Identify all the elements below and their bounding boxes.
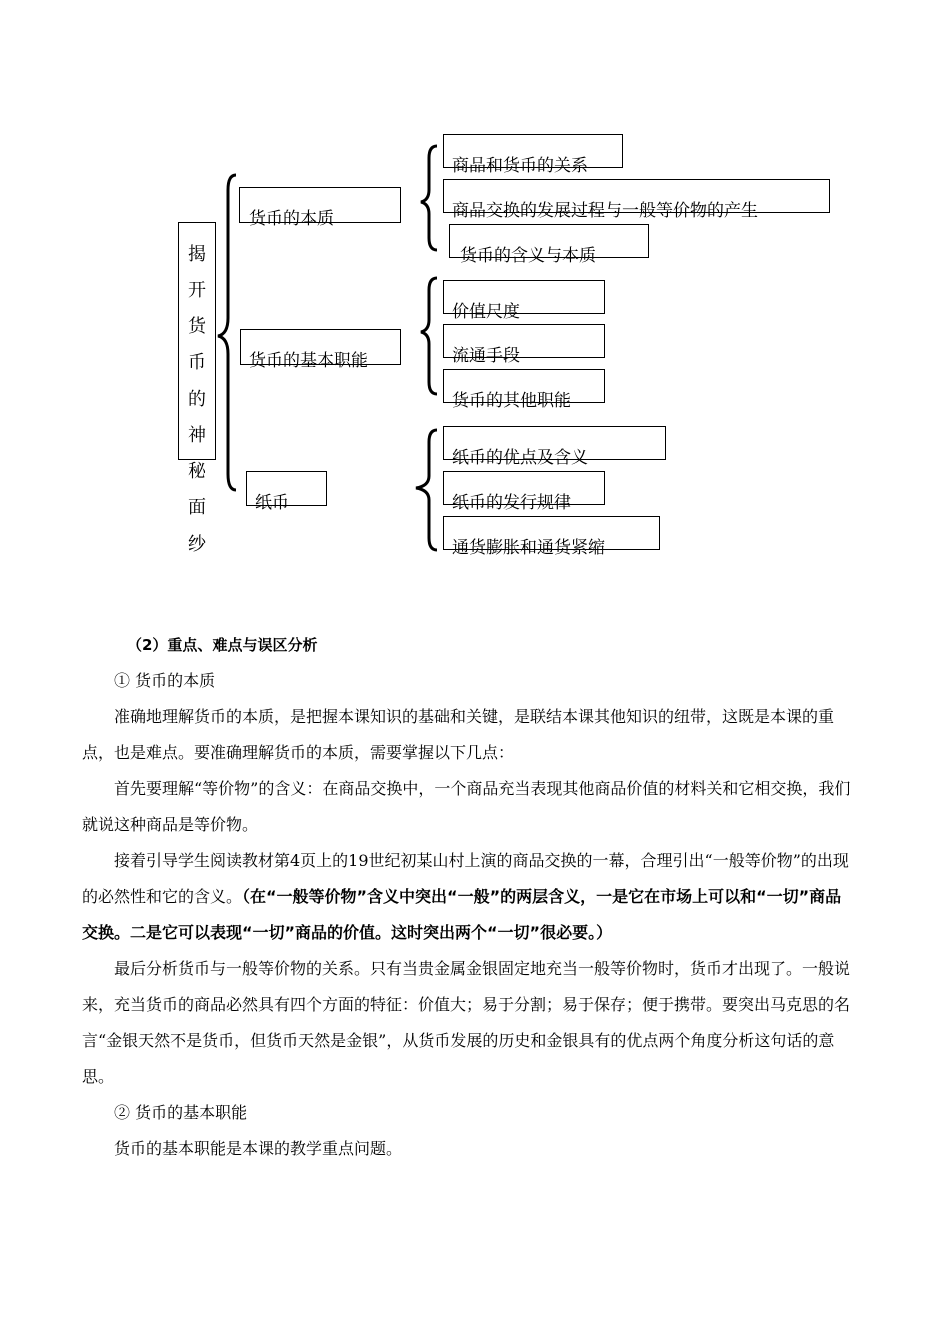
root-char: 秘 <box>188 461 206 482</box>
paragraph: 货币的基本职能是本课的教学重点问题。 <box>114 1139 403 1158</box>
root-char: 货 <box>188 316 206 337</box>
section-heading: （2）重点、难点与误区分析 <box>127 636 318 654</box>
paragraph: 最后分析货币与一般等价物的关系。只有当贵金属金银固定地充当一般等价物时，货币才出现了。一般说来，充当货币的商品必然具有四个方面的特征：价值大；易于分割；易于保存；便于携带。要突出马克思的名言“金银天然不是货币，但货币天然是金银”，从货币发展的历史和金银具有的优点两个角度分析这句话的意思。 <box>82 959 851 1086</box>
leaf-label: 货币的其他职能 <box>452 391 571 411</box>
leaf-label: 纸币的发行规律 <box>452 493 571 513</box>
leaf-label: 商品和货币的关系 <box>452 156 588 176</box>
leaf-label: 价值尺度 <box>452 302 520 322</box>
paragraph: 首先要理解“等价物”的含义：在商品交换中，一个商品充当表现其他商品价值的材料关和它相交换，我们就说这种商品是等价物。 <box>82 779 851 834</box>
leaf-label: 货币的含义与本质 <box>460 246 596 266</box>
root-char: 面 <box>188 497 206 518</box>
root-char: 的 <box>188 389 206 410</box>
paragraph: 准确地理解货币的本质，是把握本课知识的基础和关键，是联结本课其他知识的纽带，这既是本课的重点，也是难点。要准确理解货币的本质，需要掌握以下几点： <box>82 707 835 762</box>
subheading-functions: ② 货币的基本职能 <box>114 1103 248 1122</box>
paragraph <box>82 843 852 951</box>
root-char: 币 <box>188 352 206 373</box>
root-char: 揭 <box>188 244 206 265</box>
subheading-essence: ① 货币的本质 <box>114 671 216 690</box>
leaf-label: 商品交换的发展过程与一般等价物的产生 <box>452 201 758 221</box>
leaf-label: 流通手段 <box>452 346 520 366</box>
root-char: 开 <box>188 280 206 301</box>
paragraph-normal: 接着引导学生阅读教材第4页上的19世纪初某山村上演的商品交换的一幕，合理引出“一般等价物”的出现的必然性和它的含义。 <box>82 851 849 906</box>
node-essence: 货币的本质 <box>249 209 334 229</box>
analysis-section <box>82 627 852 1167</box>
leaf-label: 通货膨胀和通货紧缩 <box>452 538 605 558</box>
node-paper: 纸币 <box>255 493 289 513</box>
leaf-label: 纸币的优点及含义 <box>452 448 588 468</box>
root-char: 纱 <box>188 534 206 555</box>
paragraph-emphasis: （在“一般等价物”含义中突出“一般”的两层含义，一是它在市场上可以和“一切”商品交换。二是它可以表现“一切”商品的价值。这时突出两个“一切”很必要。） <box>82 887 842 942</box>
root-char: 神 <box>188 425 206 446</box>
node-functions: 货币的基本职能 <box>249 351 368 371</box>
